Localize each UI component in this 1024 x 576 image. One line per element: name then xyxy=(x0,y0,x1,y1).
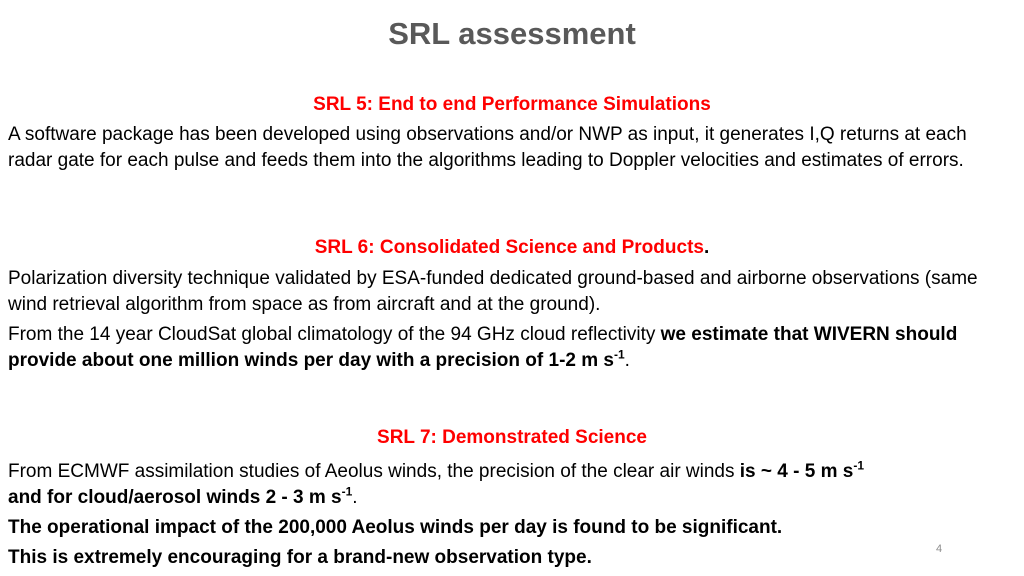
srl6-body-2-end: . xyxy=(624,350,630,371)
page-title: SRL assessment xyxy=(388,16,636,51)
srl7-body-1-sup-1: -1 xyxy=(853,458,864,473)
srl6-body-2-bold: we estimate that WIVERN should provide about one million winds per day with a precision of 1-2 m s xyxy=(8,324,958,371)
srl7-heading: SRL 7: Demonstrated Science xyxy=(377,427,647,448)
srl5-heading: SRL 5: End to end Performance Simulations xyxy=(313,94,711,115)
srl6-body-1: Polarization diversity technique validated by ESA-funded dedicated ground-based and airborne observations (same wind retrieval algorithm from space as from aircraft and at the ground). xyxy=(8,268,978,315)
srl6-body-2-sup: -1 xyxy=(614,347,625,362)
srl6-heading-dot: . xyxy=(703,237,710,258)
srl6-body-2 xyxy=(8,322,1013,374)
srl7-body-1-bold-2: and for cloud/aerosol winds 2 - 3 m s xyxy=(8,487,342,508)
srl7-body-1 xyxy=(8,459,1013,511)
srl5-body: A software package has been developed using observations and/or NWP as input, it generates I,Q returns at each radar gate for each pulse and feeds them into the algorithms leading to Doppler velocities and estimates of errors. xyxy=(8,124,967,171)
srl7-body-1-end: . xyxy=(352,487,358,508)
srl7-body-2: The operational impact of the 200,000 Aeolus winds per day is found to be significant. xyxy=(8,517,783,538)
srl7-body-1-plain: From ECMWF assimilation studies of Aeolus winds, the precision of the clear air winds xyxy=(8,461,740,482)
srl7-body-3: This is extremely encouraging for a brand-new observation type. xyxy=(8,547,592,568)
srl7-body-1-sup-2: -1 xyxy=(341,484,353,499)
page-number: 4 xyxy=(936,543,943,555)
srl6-heading xyxy=(0,237,1024,259)
srl6-body-2-plain: From the 14 year CloudSat global climatology of the 94 GHz cloud reflectivity xyxy=(8,324,661,345)
srl7-body-1-bold-1: is ~ 4 - 5 m s xyxy=(739,461,854,482)
srl6-heading-text: SRL 6: Consolidated Science and Products xyxy=(314,237,704,258)
